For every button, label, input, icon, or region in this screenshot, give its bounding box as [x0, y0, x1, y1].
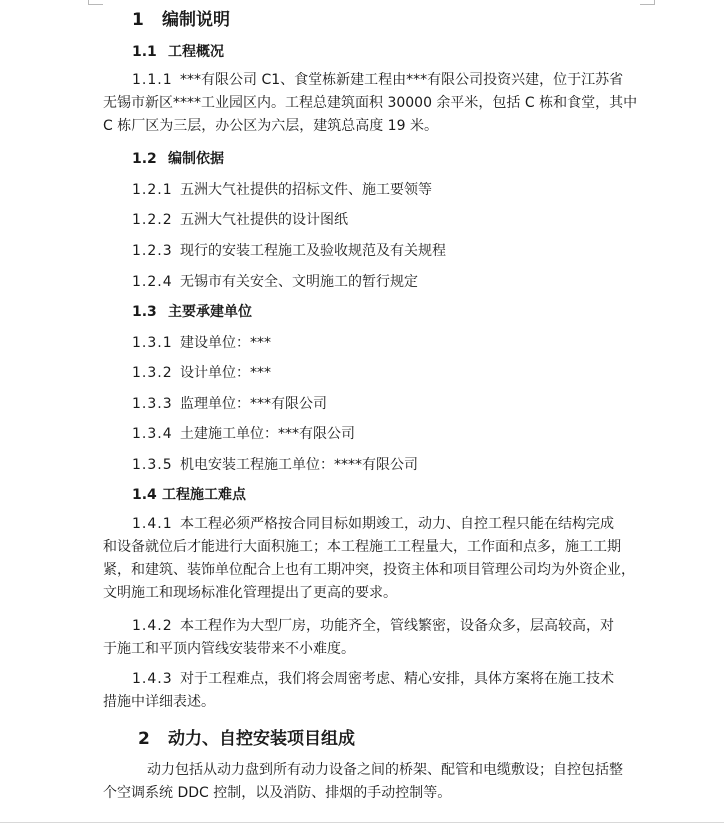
- paragraph-number: 1.4.1: [132, 516, 173, 532]
- paragraph-line: 本工程必须严格按合同目标如期竣工，动力、自控工程只能在结构完成: [180, 516, 614, 532]
- list-item: [132, 332, 271, 352]
- item-text: 监理单位：***有限公司: [180, 396, 327, 412]
- item-text: 五洲大气社提供的设计图纸: [180, 212, 348, 228]
- paragraph-line: 本工程作为大型厂房，功能齐全，管线繁密，设备众多，层高较高，对: [180, 618, 614, 634]
- item-text: 设计单位：***: [180, 365, 271, 381]
- item-number: 1.2.1: [132, 182, 173, 198]
- section-title: 编制说明: [162, 10, 230, 30]
- paragraph-line: 个空调系统 DDC 控制，以及消防、排烟的手动控制等。: [103, 785, 452, 801]
- subsection-title: 主要承建单位: [168, 304, 252, 320]
- subsection-title: 编制依据: [168, 151, 224, 167]
- list-item: [132, 240, 446, 260]
- list-item: [132, 423, 355, 443]
- subsection-heading: [132, 301, 252, 321]
- list-item: [132, 179, 432, 199]
- section-title: 动力、自控安装项目组成: [168, 729, 355, 749]
- paragraph-line: 动力包括从动力盘到所有动力设备之间的桥架、配管和电缆敷设；自控包括整: [147, 762, 623, 778]
- item-number: 1.3.5: [132, 457, 173, 473]
- paragraph-section-2: [103, 759, 643, 805]
- subsection-title: 工程施工难点: [162, 487, 246, 503]
- item-text: 无锡市有关安全、文明施工的暂行规定: [180, 274, 418, 290]
- subsection-number: 1.4: [132, 487, 157, 503]
- paragraph-1-1-1: [103, 69, 643, 138]
- section-heading: [132, 5, 230, 30]
- item-number: 1.3.1: [132, 335, 173, 351]
- section-heading: [138, 724, 355, 749]
- subsection-number: 1.2: [132, 151, 157, 167]
- item-text: 现行的安装工程施工及验收规范及有关规程: [180, 243, 446, 259]
- item-number: 1.2.3: [132, 243, 173, 259]
- paragraph-line: 于施工和平顶内管线安装带来不小难度。: [103, 641, 355, 657]
- list-item: [132, 393, 327, 413]
- paragraph-1-4-1: [103, 513, 643, 605]
- item-number: 1.2.4: [132, 274, 173, 290]
- item-text: 机电安装工程施工单位：****有限公司: [180, 457, 418, 473]
- subsection-title: 工程概况: [168, 44, 224, 60]
- paragraph-number: 1.1.1: [132, 72, 173, 88]
- item-text: 五洲大气社提供的招标文件、施工要领等: [180, 182, 432, 198]
- paragraph-line: 和设备就位后才能进行大面积施工；本工程施工工程量大，工作面和点多，施工工期: [103, 539, 621, 555]
- paragraph-line: 措施中详细表述。: [103, 694, 215, 710]
- list-item: [132, 362, 271, 382]
- item-text: 土建施工单位：***有限公司: [180, 426, 355, 442]
- subsection-number: 1.1: [132, 44, 157, 60]
- paragraph-number: 1.4.2: [132, 618, 173, 634]
- paragraph-number: 1.4.3: [132, 671, 173, 687]
- paragraph-line: 对于工程难点，我们将会周密考虑、精心安排，具体方案将在施工技术: [180, 671, 614, 687]
- item-text: 建设单位：***: [180, 335, 271, 351]
- item-number: 1.2.2: [132, 212, 173, 228]
- paragraph-line: ***有限公司 C1、食堂栋新建工程由***有限公司投资兴建，位于江苏省: [180, 72, 624, 88]
- list-item: [132, 209, 348, 229]
- subsection-heading: [132, 41, 224, 61]
- list-item: [132, 454, 418, 474]
- paragraph-line: 紧，和建筑、装饰单位配合上也有工期冲突，投资主体和项目管理公司均为外资企业，: [103, 562, 635, 578]
- page-corner-marker-right: [640, 0, 655, 5]
- paragraph-line: C 栋厂区为三层，办公区为六层，建筑总高度 19 米。: [103, 118, 438, 134]
- item-number: 1.3.4: [132, 426, 173, 442]
- page-corner-marker-left: [88, 0, 103, 5]
- subsection-heading: [132, 484, 246, 504]
- paragraph-1-4-2: [103, 615, 643, 661]
- paragraph-line: 文明施工和现场标准化管理提出了更高的要求。: [103, 585, 397, 601]
- paragraph-1-4-3: [103, 668, 643, 714]
- item-number: 1.3.2: [132, 365, 173, 381]
- subsection-heading: [132, 148, 224, 168]
- paragraph-line: 无锡市新区****工业园区内。工程总建筑面积 30000 余平米，包括 C 栋和食堂，其中: [103, 95, 638, 111]
- section-number: 1: [132, 10, 144, 30]
- subsection-number: 1.3: [132, 304, 157, 320]
- item-number: 1.3.3: [132, 396, 173, 412]
- section-number: 2: [138, 729, 150, 749]
- page-bottom-edge: [0, 822, 724, 823]
- list-item: [132, 271, 418, 291]
